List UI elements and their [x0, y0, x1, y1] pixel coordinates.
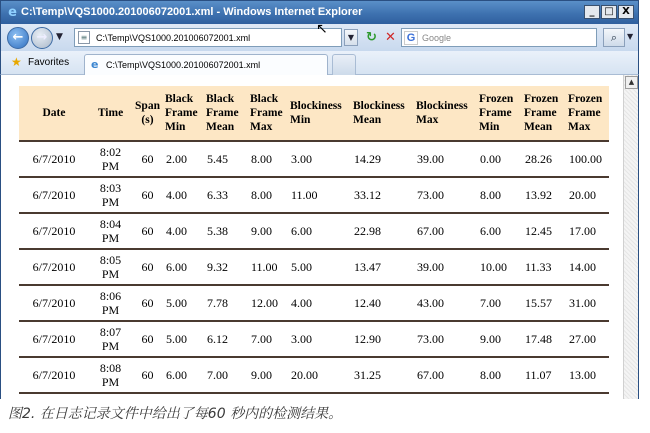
- table-cell: 8.00: [248, 177, 288, 213]
- table-cell: 8:08 PM: [89, 357, 132, 393]
- table-cell: 7.00: [477, 285, 522, 321]
- table-cell: 8:07 PM: [89, 321, 132, 357]
- column-header: Blockiness Max: [414, 86, 477, 141]
- table-cell: 9.32: [204, 249, 248, 285]
- table-cell: 3.00: [288, 141, 351, 177]
- table-cell: 11.00: [288, 177, 351, 213]
- table-cell: 8.00: [248, 141, 288, 177]
- table-cell: 9.00: [248, 357, 288, 393]
- table-cell: 67.00: [414, 357, 477, 393]
- column-header: Black Frame Min: [163, 86, 204, 141]
- search-input[interactable]: [401, 28, 597, 47]
- search-options-dropdown-icon[interactable]: ▼: [627, 32, 634, 41]
- table-cell: 39.00: [414, 249, 477, 285]
- table-cell: 9.00: [248, 213, 288, 249]
- ie-logo-icon: e: [8, 5, 17, 20]
- table-cell: 27.00: [566, 321, 609, 357]
- table-cell: 10.00: [477, 249, 522, 285]
- address-bar[interactable]: [74, 28, 342, 47]
- table-cell: 60: [132, 357, 163, 393]
- stop-icon[interactable]: ✕: [385, 30, 396, 45]
- table-cell: 6.00: [477, 213, 522, 249]
- table-cell: 3.00: [288, 321, 351, 357]
- figure-caption: 图2. 在日志记录文件中给出了每60 秒内的检测结果。: [8, 406, 343, 422]
- forward-arrow-icon[interactable]: →: [31, 27, 53, 49]
- table-cell: 22.98: [351, 213, 414, 249]
- column-header: Frozen Frame Max: [566, 86, 609, 141]
- table-cell: 31.00: [566, 285, 609, 321]
- table-cell: 17.00: [566, 213, 609, 249]
- table-cell: 11.00: [248, 249, 288, 285]
- table-cell: 2.00: [163, 141, 204, 177]
- table-cell: 11.33: [522, 249, 566, 285]
- close-button[interactable]: X: [618, 5, 634, 19]
- recent-pages-dropdown-icon[interactable]: ▼: [56, 32, 63, 42]
- table-cell: 15.57: [522, 285, 566, 321]
- table-cell: 12.45: [522, 213, 566, 249]
- tab-label: C:\Temp\VQS1000.201006072001.xml: [106, 60, 261, 70]
- vertical-scrollbar[interactable]: [623, 75, 639, 399]
- table-cell: 12.00: [248, 285, 288, 321]
- scroll-up-icon[interactable]: ▲: [625, 76, 638, 89]
- table-row: [19, 213, 609, 249]
- table-row: [19, 177, 609, 213]
- table-cell: 14.00: [566, 249, 609, 285]
- refresh-icon[interactable]: ↻: [366, 30, 377, 45]
- table-cell: 6.33: [204, 177, 248, 213]
- table-row: [19, 249, 609, 285]
- column-header: Black Frame Max: [248, 86, 288, 141]
- table-cell: 73.00: [414, 321, 477, 357]
- minimize-button[interactable]: _: [584, 5, 600, 19]
- table-cell: 31.25: [351, 357, 414, 393]
- table-cell: 11.07: [522, 357, 566, 393]
- table-cell: 5.45: [204, 141, 248, 177]
- table-cell: 6.12: [204, 321, 248, 357]
- column-header: Frozen Frame Min: [477, 86, 522, 141]
- table-cell: 8:02 PM: [89, 141, 132, 177]
- table-cell: 100.00: [566, 141, 609, 177]
- column-header: Blockiness Mean: [351, 86, 414, 141]
- results-table: [19, 86, 609, 394]
- table-cell: 4.00: [163, 213, 204, 249]
- table-cell: 7.00: [204, 357, 248, 393]
- column-header: Black Frame Mean: [204, 86, 248, 141]
- table-cell: 28.26: [522, 141, 566, 177]
- table-cell: 14.29: [351, 141, 414, 177]
- table-cell: 8.00: [477, 177, 522, 213]
- table-cell: 6.00: [163, 357, 204, 393]
- table-cell: 33.12: [351, 177, 414, 213]
- table-cell: 60: [132, 177, 163, 213]
- table-cell: 6/7/2010: [19, 177, 89, 213]
- table-cell: 4.00: [288, 285, 351, 321]
- search-provider-logo: G: [404, 31, 418, 45]
- table-cell: 60: [132, 249, 163, 285]
- table-cell: 12.40: [351, 285, 414, 321]
- column-header: Time: [89, 86, 132, 141]
- table-cell: 9.00: [477, 321, 522, 357]
- table-cell: 6.00: [288, 213, 351, 249]
- table-cell: 5.00: [163, 321, 204, 357]
- table-cell: 13.92: [522, 177, 566, 213]
- search-placeholder: Google: [422, 33, 452, 43]
- table-cell: 8.00: [477, 357, 522, 393]
- table-cell: 17.48: [522, 321, 566, 357]
- table-cell: 8:04 PM: [89, 213, 132, 249]
- table-row: [19, 357, 609, 393]
- table-cell: 12.90: [351, 321, 414, 357]
- ie-page-icon: e: [91, 58, 99, 71]
- favorites-button[interactable]: Favorites: [28, 57, 70, 68]
- table-cell: 6/7/2010: [19, 285, 89, 321]
- page-content: [0, 75, 639, 399]
- table-cell: 20.00: [566, 177, 609, 213]
- table-row: [19, 285, 609, 321]
- table-cell: 20.00: [288, 357, 351, 393]
- table-row: [19, 321, 609, 357]
- table-cell: 8:06 PM: [89, 285, 132, 321]
- table-cell: 60: [132, 213, 163, 249]
- magnifier-icon[interactable]: ⌕: [603, 28, 625, 47]
- table-cell: 5.38: [204, 213, 248, 249]
- address-dropdown-icon[interactable]: ▼: [344, 29, 358, 46]
- table-cell: 60: [132, 285, 163, 321]
- table-cell: 6/7/2010: [19, 213, 89, 249]
- table-cell: 6/7/2010: [19, 141, 89, 177]
- column-header: Span (s): [132, 86, 163, 141]
- table-cell: 6.00: [163, 249, 204, 285]
- table-cell: 6/7/2010: [19, 321, 89, 357]
- table-row: [19, 141, 609, 177]
- table-cell: 7.78: [204, 285, 248, 321]
- table-cell: 13.00: [566, 357, 609, 393]
- tab-active[interactable]: [84, 54, 328, 75]
- mouse-cursor-icon: ↖: [316, 21, 328, 37]
- table-cell: 73.00: [414, 177, 477, 213]
- table-cell: 60: [132, 141, 163, 177]
- table-cell: 5.00: [288, 249, 351, 285]
- table-cell: 6/7/2010: [19, 357, 89, 393]
- maximize-button[interactable]: □: [601, 5, 617, 19]
- table-cell: 8:05 PM: [89, 249, 132, 285]
- column-header: Blockiness Min: [288, 86, 351, 141]
- window-title: C:\Temp\VQS1000.201006072001.xml - Windows Internet Explorer: [21, 6, 363, 18]
- table-cell: 8:03 PM: [89, 177, 132, 213]
- table-cell: 43.00: [414, 285, 477, 321]
- table-cell: 60: [132, 321, 163, 357]
- address-text[interactable]: C:\Temp\VQS1000.201006072001.xml: [96, 33, 251, 43]
- table-cell: 6/7/2010: [19, 249, 89, 285]
- table-cell: 67.00: [414, 213, 477, 249]
- favorites-bar: [0, 51, 639, 75]
- table-cell: 7.00: [248, 321, 288, 357]
- table-body: [19, 141, 609, 393]
- table-cell: 4.00: [163, 177, 204, 213]
- table-cell: 5.00: [163, 285, 204, 321]
- window-controls: [584, 5, 634, 19]
- table-header-row: [19, 86, 609, 141]
- page-icon: ≡: [78, 31, 90, 44]
- table-cell: 0.00: [477, 141, 522, 177]
- column-header: Frozen Frame Mean: [522, 86, 566, 141]
- back-arrow-icon[interactable]: ←: [7, 27, 29, 49]
- table-cell: 13.47: [351, 249, 414, 285]
- column-header: Date: [19, 86, 89, 141]
- new-tab-button[interactable]: [332, 54, 356, 75]
- table-cell: 39.00: [414, 141, 477, 177]
- star-icon[interactable]: ★: [11, 55, 22, 69]
